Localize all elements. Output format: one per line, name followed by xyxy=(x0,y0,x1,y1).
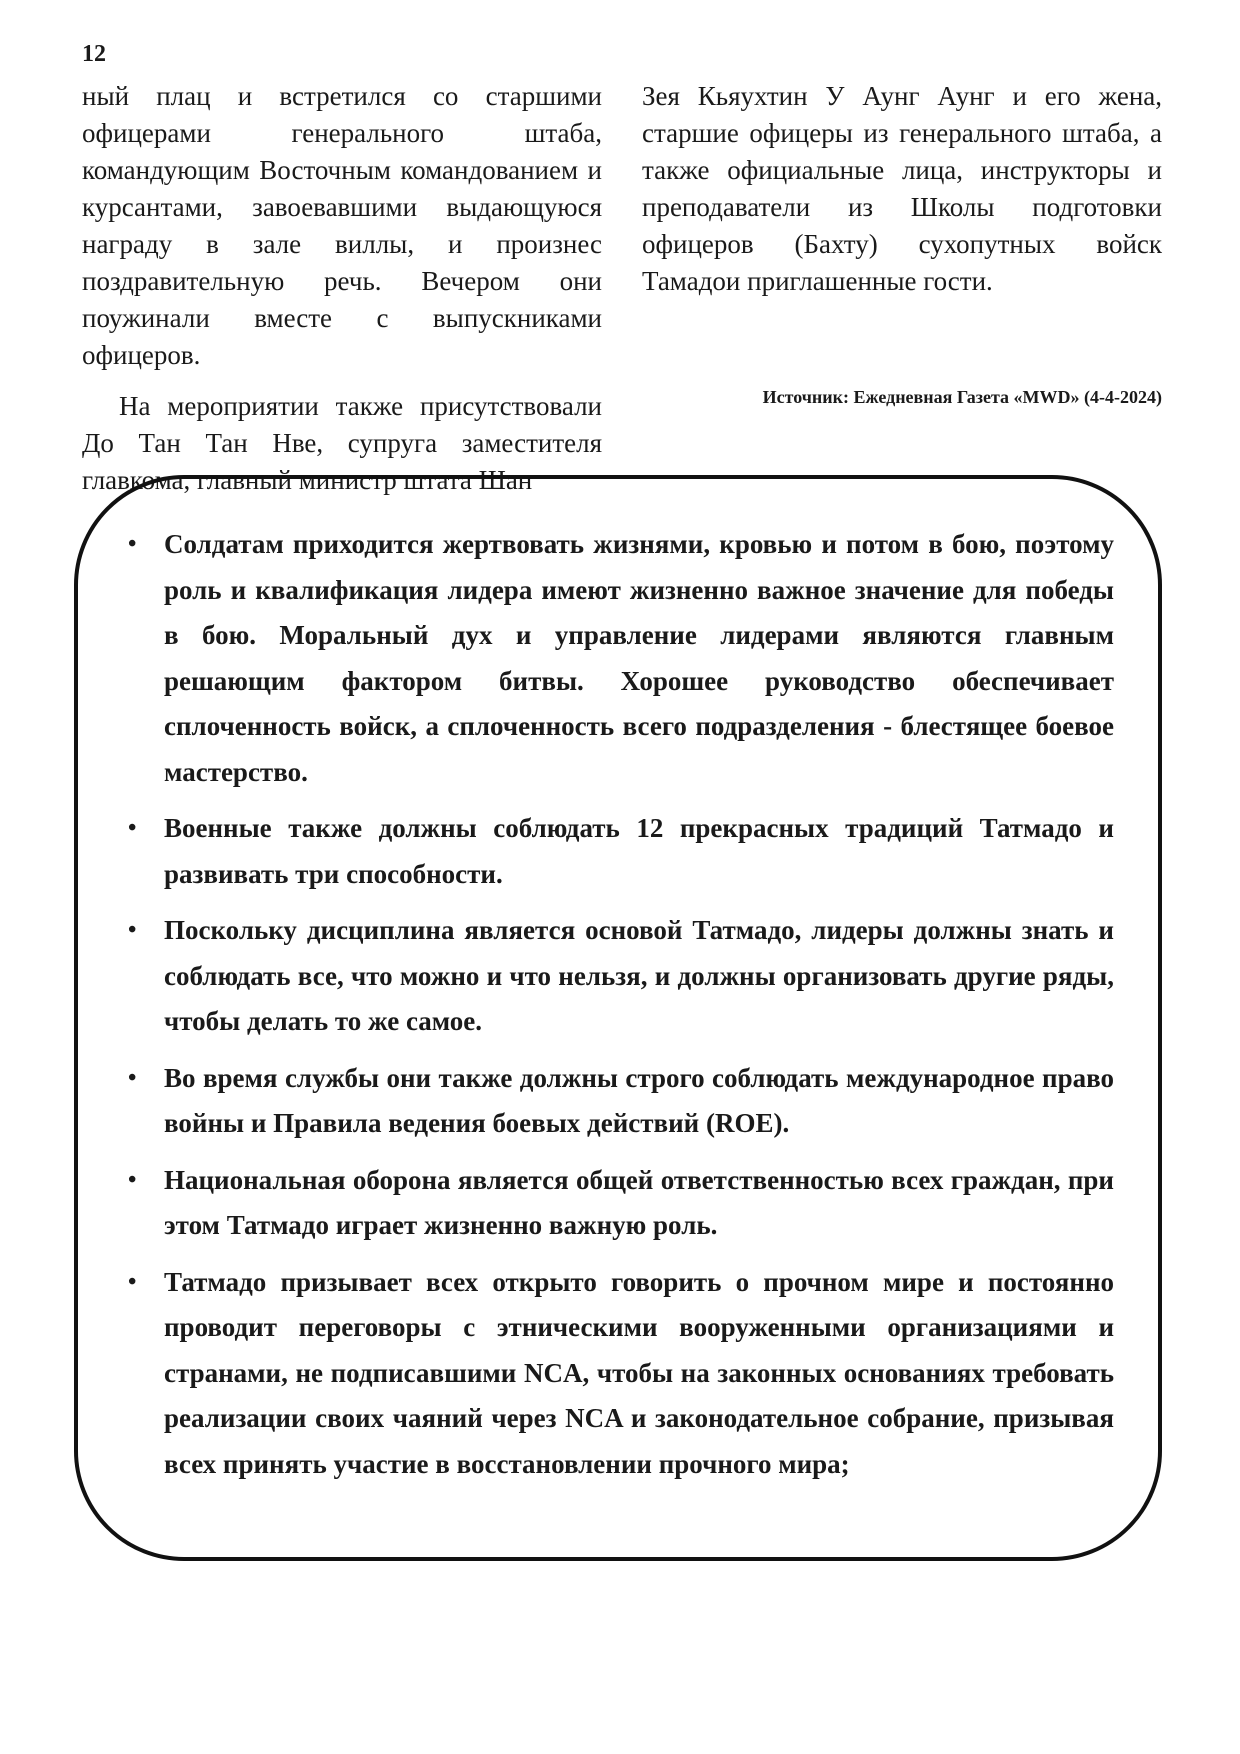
bullet-icon: • xyxy=(128,531,137,557)
key-point-item xyxy=(128,1158,1114,1249)
key-point-item xyxy=(128,1056,1114,1147)
bullet-icon: • xyxy=(128,1166,137,1193)
bullet-icon: • xyxy=(128,1268,137,1295)
page-number: 12 xyxy=(82,41,106,67)
key-point-item xyxy=(128,806,1114,897)
left-paragraph-1: ный плац и встретился со старшими офицерами генерального штаба, командующим Восточным командованием и курсантами, завоевавшими выдающуюся награду в зале виллы, и произнес поздравительную речь. Вечером они поужинали вместе с выпускниками офицеров. xyxy=(82,81,602,370)
key-point-text: Во время службы они также должны строго соблюдать международное право войны и Правила ведения боевых действий (ROE). xyxy=(164,1062,1114,1138)
left-column xyxy=(82,78,602,499)
key-points-list xyxy=(128,522,1114,1498)
bullet-icon: • xyxy=(128,1064,137,1091)
right-column xyxy=(642,78,1162,300)
bullet-icon: • xyxy=(128,917,137,943)
source-citation: Источник: Ежедневная Газета «MWD» (4-4-2024) xyxy=(762,387,1162,407)
bullet-icon: • xyxy=(128,815,137,841)
key-point-text: Военные также должны соблюдать 12 прекрасных традиций Татмадо и развивать три способности. xyxy=(164,813,1114,889)
key-point-item xyxy=(128,1260,1114,1488)
key-point-text: Поскольку дисциплина является основой Татмадо, лидеры должны знать и соблюдать все, что можно и что нельзя, и должны организовать другие ряды, чтобы делать то же самое. xyxy=(164,915,1114,1036)
right-paragraph-1: Зея Кьяухтин У Аунг Аунг и его жена, старшие офицеры из генерального штаба, а также официальные лица, инструкторы и преподаватели из Школы подготовки офицеров (Бахту) сухопутных войск Тамадои приглашенные гости. xyxy=(642,81,1162,296)
key-point-item xyxy=(128,522,1114,795)
key-point-text: Национальная оборона является общей ответственностью всех граждан, при этом Татмадо играет жизненно важную роль. xyxy=(164,1164,1114,1240)
key-points-box xyxy=(74,475,1162,1561)
key-point-text: Солдатам приходится жертвовать жизнями, кровью и потом в бою, поэтому роль и квалификация лидера имеют жизненно важное значение для победы в бою. Моральный дух и управление лидерами являются главным решающим фактором битвы. Хорошее руководство обеспечивает сплоченность войск, а сплоченность всего подразделения - блестящее боевое мастерство. xyxy=(164,529,1114,787)
key-point-item xyxy=(128,908,1114,1045)
key-point-text: Татмадо призывает всех открыто говорить о прочном мире и постоянно проводит переговоры с этническими вооруженными организациями и странами, не подписавшими NCA, чтобы на законных основаниях требовать реализации своих чаяний через NCA и законодательное собрание, призывая всех принять участие в восстановлении прочного мира; xyxy=(164,1266,1114,1479)
left-paragraph-2: На мероприятии также присутствовали До Тан Тан Нве, супруга заместителя главкома, главный министр штата Шан xyxy=(82,391,602,495)
